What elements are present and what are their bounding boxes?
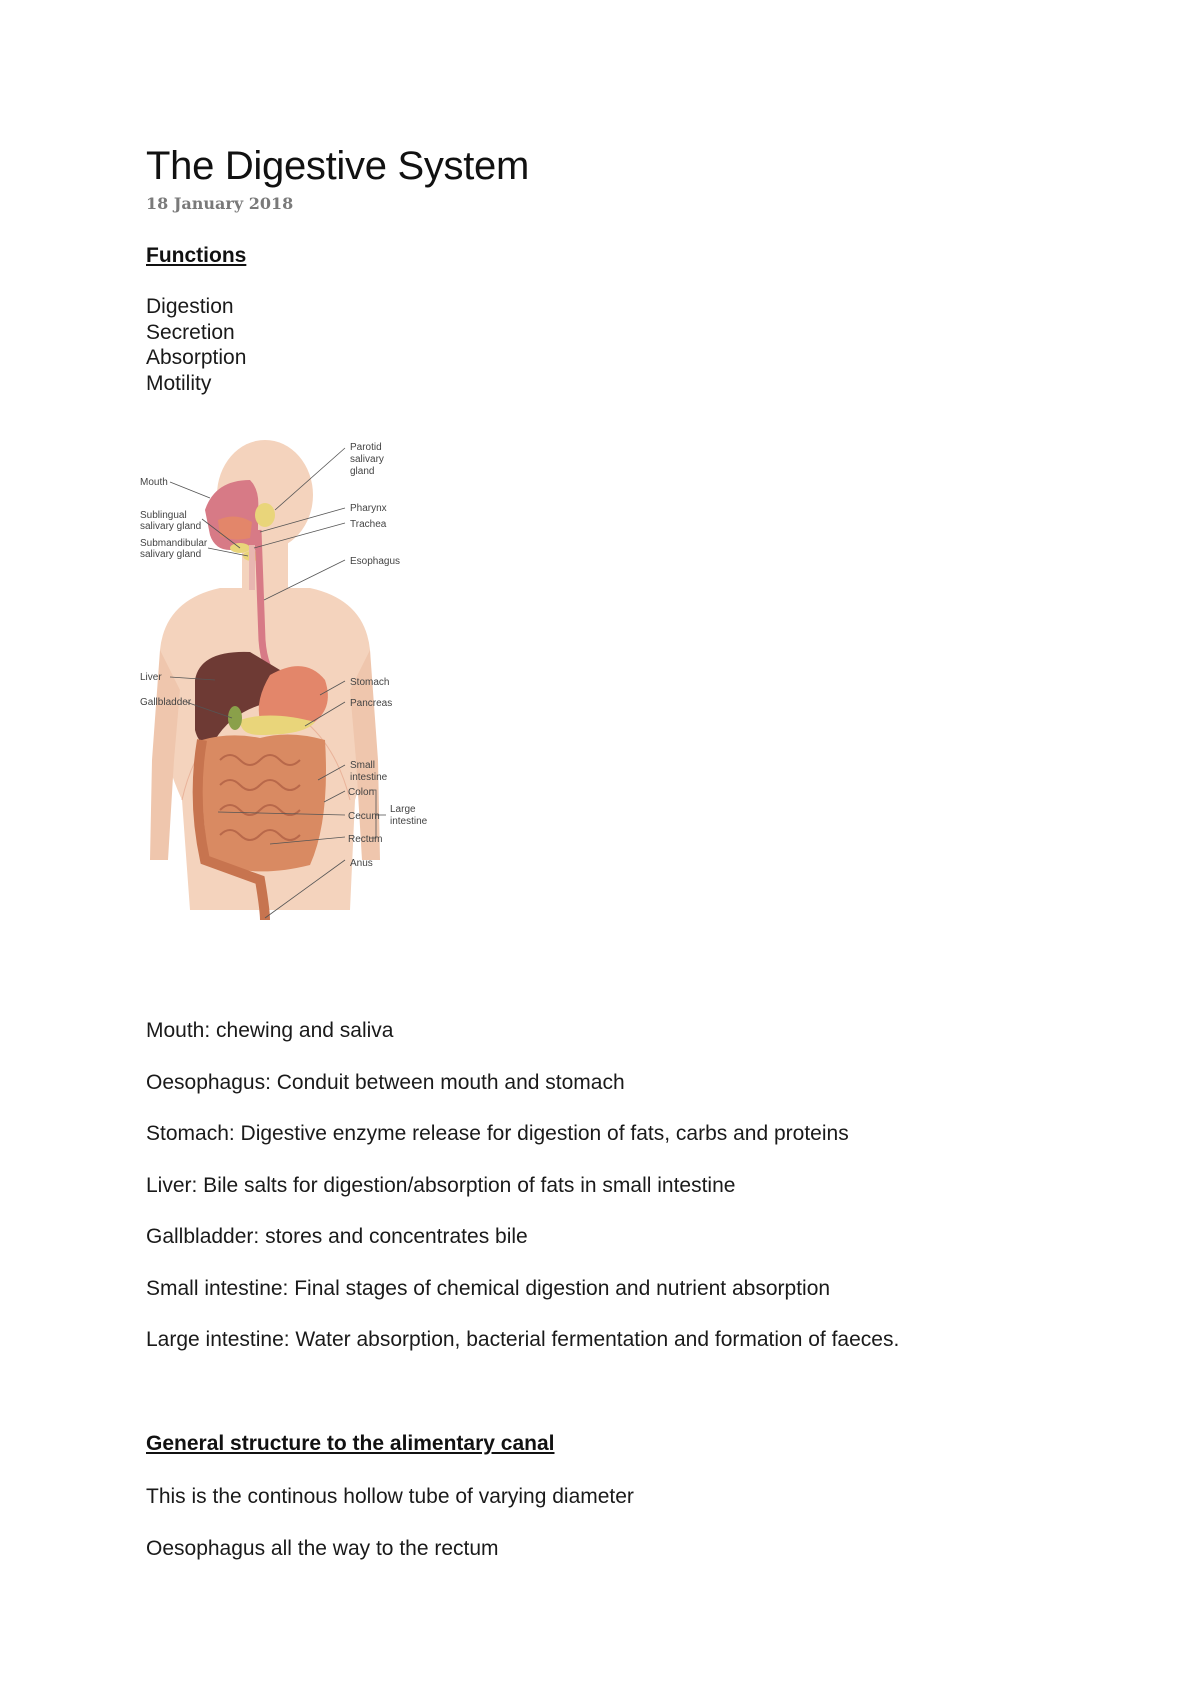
label-trachea: Trachea (350, 519, 387, 530)
alimentary-text (146, 1484, 634, 1587)
label-stomach: Stomach (350, 677, 390, 688)
label-rectum: Rectum (348, 834, 383, 845)
organ-note: Gallbladder: stores and concentrates bile (146, 1225, 528, 1248)
organ-note: Small intestine: Final stages of chemical digestion and nutrient absorption (146, 1276, 831, 1300)
label-submandibular-1: Submandibular (140, 538, 208, 549)
function-item: Digestion (146, 295, 234, 318)
label-small-intestine-1: Small (350, 760, 376, 771)
label-colon: Colon (348, 787, 375, 798)
function-item: Motility (146, 371, 212, 395)
label-liver: Liver (140, 672, 162, 683)
page-date: 18 January 2018 (146, 194, 294, 213)
gallbladder-shape (228, 706, 242, 730)
label-small-intestine-2: intestine (350, 772, 388, 783)
label-parotid-2: salivary (350, 454, 384, 465)
label-pharynx: Pharynx (350, 503, 387, 514)
label-sublingual-2: salivary gland (140, 521, 202, 532)
label-anus: Anus (350, 858, 373, 869)
alimentary-line: Oesophagus all the way to the rectum (146, 1536, 499, 1560)
page-title: The Digestive System (146, 144, 530, 188)
alimentary-line: This is the continous hollow tube of varying diameter (146, 1485, 634, 1508)
label-sublingual-1: Sublingual (140, 510, 187, 521)
organ-note: Mouth: chewing and saliva (146, 1019, 394, 1042)
label-esophagus: Esophagus (350, 556, 401, 567)
functions-list (146, 294, 246, 396)
organ-note: Stomach: Digestive enzyme release for digestion of fats, carbs and proteins (146, 1122, 849, 1145)
label-cecum: Cecum (348, 811, 380, 822)
function-item: Absorption (146, 346, 247, 369)
label-pancreas: Pancreas (350, 698, 393, 709)
label-mouth: Mouth (140, 477, 168, 488)
organ-note: Liver: Bile salts for digestion/absorption of fats in small intestine (146, 1173, 736, 1197)
label-large-intestine-1: Large (390, 804, 416, 815)
alimentary-heading: General structure to the alimentary canal (146, 1432, 555, 1455)
organ-note: Oesophagus: Conduit between mouth and stomach (146, 1070, 625, 1094)
organ-note: Large intestine: Water absorption, bacterial fermentation and formation of faeces. (146, 1328, 900, 1351)
label-large-intestine-2: intestine (390, 816, 428, 827)
label-parotid-3: gland (350, 466, 375, 477)
label-gallbladder: Gallbladder (140, 697, 192, 708)
label-parotid-1: Parotid (350, 442, 382, 453)
function-item: Secretion (146, 320, 235, 344)
label-submandibular-2: salivary gland (140, 549, 202, 560)
organ-notes (146, 1018, 899, 1379)
digestive-system-diagram (140, 440, 480, 950)
functions-heading: Functions (146, 244, 247, 267)
